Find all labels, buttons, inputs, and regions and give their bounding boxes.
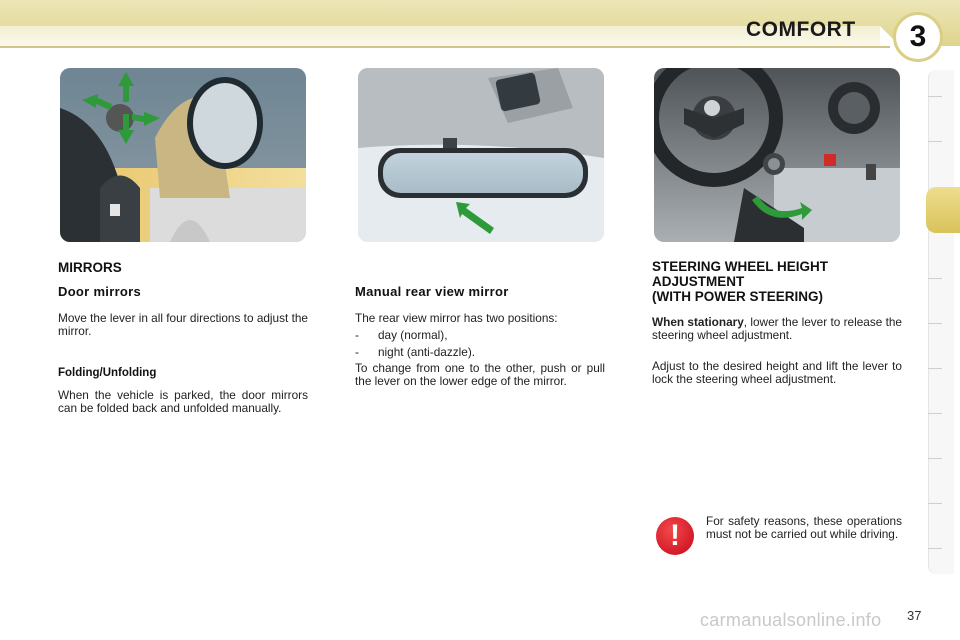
chapter-title: COMFORT — [746, 18, 856, 41]
steering-lead-bold: When stationary — [652, 315, 744, 329]
subheading-folding: Folding/Unfolding — [58, 367, 157, 379]
header-divider — [0, 46, 890, 48]
position-night: night (anti-dazzle). — [378, 345, 476, 359]
folding-text: When the vehicle is parked, the door mirrors can be folded back and unfolded manually. — [58, 388, 308, 415]
chapter-tab-active[interactable] — [926, 187, 960, 233]
chapter-tab-strip — [928, 70, 954, 574]
steering-adjust-text: Adjust to the desired height and lift the lever to lock the steering wheel adjustment. — [652, 359, 902, 386]
list-bullet: - — [355, 328, 359, 342]
tab-divider — [928, 96, 942, 97]
subsection-rear-view-mirror: Manual rear view mirror — [355, 284, 509, 299]
door-mirror-illustration — [60, 68, 306, 242]
chapter-number-badge: 3 — [893, 12, 943, 62]
tab-divider — [928, 323, 942, 324]
steering-title-line1: STEERING WHEEL HEIGHT — [652, 259, 829, 274]
tab-divider — [928, 548, 942, 549]
list-bullet: - — [355, 345, 359, 359]
tab-divider — [928, 278, 942, 279]
rear-view-mirror-illustration — [358, 68, 604, 242]
door-mirrors-text: Move the lever in all four directions to adjust the mirror. — [58, 311, 308, 338]
tab-divider — [928, 458, 942, 459]
steering-lead-rest: , lower the lever to release the steering wheel adjustment. — [652, 315, 902, 342]
tab-divider — [928, 141, 942, 142]
tab-divider — [928, 368, 942, 369]
tab-divider — [928, 503, 942, 504]
steering-lead-text — [652, 316, 902, 342]
section-title-mirrors: MIRRORS — [58, 260, 122, 275]
rear-mirror-text: To change from one to the other, push or pull the lever on the lower edge of the mirror. — [355, 361, 605, 388]
steering-title-line2: ADJUSTMENT — [652, 274, 745, 289]
safety-warning-text: For safety reasons, these operations must not be carried out while driving. — [706, 514, 902, 541]
rear-mirror-intro: The rear view mirror has two positions: — [355, 311, 558, 325]
steering-title-line3: (WITH POWER STEERING) — [652, 289, 823, 304]
subsection-door-mirrors: Door mirrors — [58, 284, 142, 299]
steering-wheel-illustration — [654, 68, 900, 242]
exclamation-warning-icon: ! — [656, 517, 694, 555]
position-day: day (normal), — [378, 328, 448, 342]
watermark: carmanualsonline.info — [700, 610, 882, 630]
page-number: 37 — [907, 608, 922, 623]
tab-divider — [928, 413, 942, 414]
